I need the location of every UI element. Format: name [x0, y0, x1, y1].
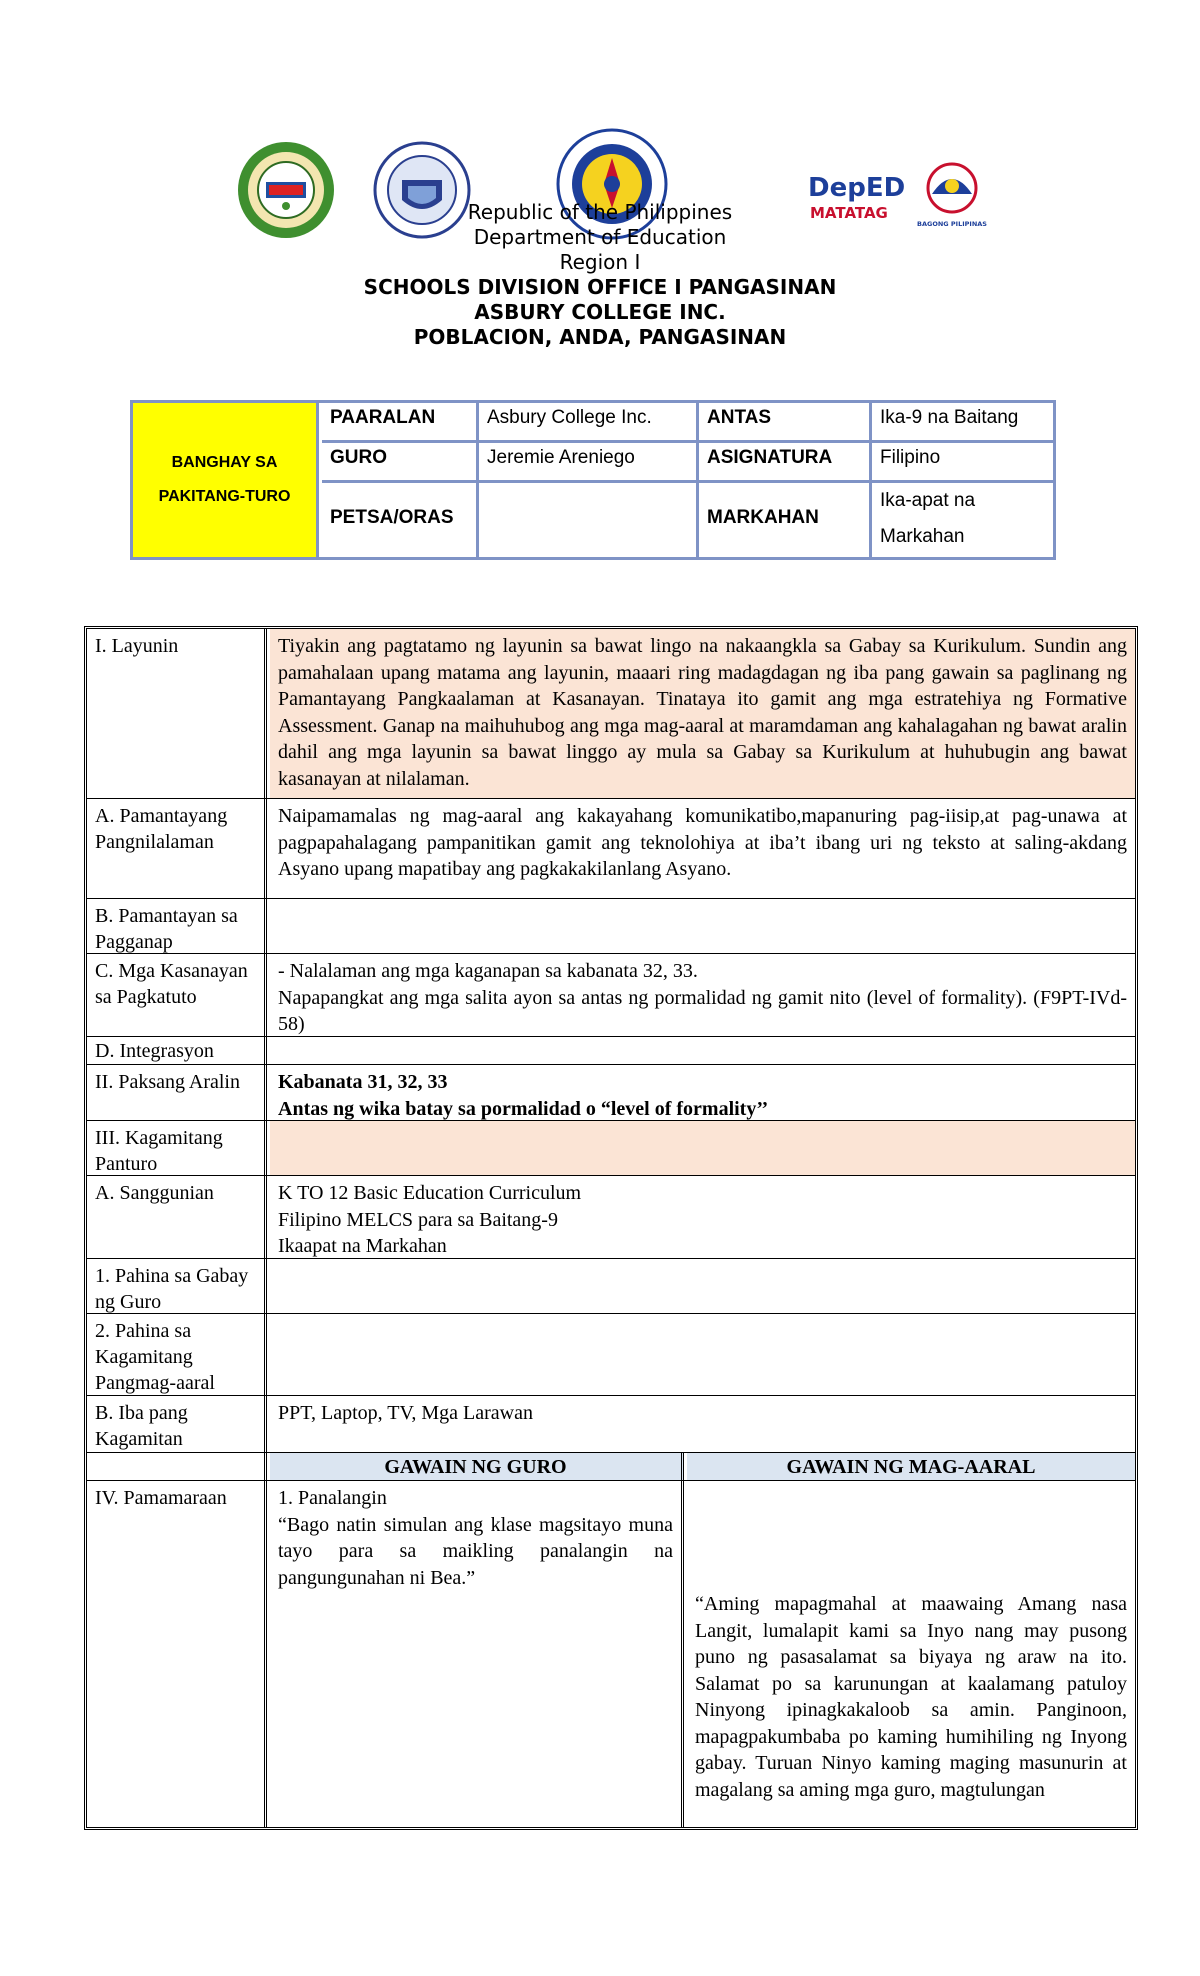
iba-text: PPT, Laptop, TV, Mga Larawan [278, 1402, 533, 1424]
layunin-label: I. Layunin [87, 629, 267, 798]
sanggunian-row [87, 1176, 1135, 1259]
integrasyon-label: D. Integrasyon [87, 1037, 267, 1064]
pagganap-label: B. Pamantayan sa Pagganap [87, 899, 267, 953]
markahan-value [872, 483, 1053, 557]
department-line: Department of Education [473, 225, 727, 249]
guro-value: Jeremie Areniego [479, 443, 699, 483]
guro-label: GURO [322, 443, 479, 483]
asignatura-label: ASIGNATURA [699, 443, 872, 483]
school-line: ASBURY COLLEGE INC. [474, 300, 726, 324]
paaralan-label: PAARALAN [322, 403, 479, 443]
paksang-label: II. Paksang Aralin [87, 1065, 267, 1120]
division-line: SCHOOLS DIVISION OFFICE I PANGASINAN [363, 275, 837, 299]
sanggunian-cell [270, 1176, 1135, 1258]
kasanayan-cell [270, 954, 1135, 1036]
petsa-value[interactable] [479, 483, 699, 557]
pagganap-text [270, 899, 1135, 953]
paksang-row [87, 1065, 1135, 1121]
sanggunian-label: A. Sanggunian [87, 1176, 267, 1258]
pangnilalaman-row [87, 799, 1135, 899]
pahina-guro-label: 1. Pahina sa Gabay ng Guro [87, 1259, 267, 1313]
kagamitang-text [270, 1121, 1135, 1175]
sanggunian-line2: Filipino MELCS para sa Baitang-9 [278, 1208, 558, 1231]
banghay-title-cell [133, 403, 319, 557]
pahina-guro-row [87, 1259, 1135, 1314]
pahina-kagamitang-row [87, 1314, 1135, 1396]
integrasyon-text [270, 1037, 1135, 1064]
pahina-guro-text [270, 1259, 1135, 1313]
layunin-text: Tiyakin ang pagtatamo ng layunin sa bawat lingo na nakaangkla sa Gabay sa Kurikulum. Sundin ang pamahalaan upang matama ang layunin, maaari ring madagdagan ng iba pang gawain sa paglinang ng Pamantayang Pangkaalaman at Kasanayan. Tinataya ito gamit ang mga estratehiya ng Formative Assessment. Ganap na maihuhubog ang mga mag-aaral at maramdaman ang kahalagahan ng bawat aralin dahil ang mga layunin sa bawat linggo ay mula sa Gabay sa Kurikulum at huhubugin ang bawat kasanayan at nilalaman. [270, 629, 1135, 798]
lesson-plan-table [84, 626, 1138, 1830]
iba-row [87, 1396, 1135, 1453]
sanggunian-line1: K TO 12 Basic Education Curriculum [278, 1182, 582, 1204]
gawain-magaaral-header: GAWAIN NG MAG-AARAL [687, 1453, 1135, 1480]
petsa-label: PETSA/ORAS [322, 483, 479, 557]
asignatura-value: Filipino [872, 443, 1053, 483]
address-line: POBLACION, ANDA, PANGASINAN [413, 325, 787, 349]
pamamaraan-row [87, 1481, 1135, 1827]
iba-label: B. Iba pang Kagamitan [87, 1396, 267, 1452]
sanggunian-line3: Ikaapat na Markahan [278, 1235, 447, 1257]
pangnilalaman-text: Naipamamalas ng mag-aaral ang kakayahang komunikatibo,mapanuring pag-iisip,at pag-unawa at pagpapahalagang pampanitikan gamit ang teknolohiya at iba’t ibang uri ng teksto at saling-akdang Asyano upang mapatibay ang pagkakakilanlang Asyano. [278, 805, 1127, 880]
kasanayan-row [87, 954, 1135, 1037]
paksang-line1: Kabanata 31, 32, 33 [278, 1071, 448, 1093]
paksang-cell [270, 1065, 1135, 1120]
banghay-title-line2: PAKITANG-TURO [158, 488, 291, 505]
gawain-header-empty [87, 1453, 267, 1480]
republic-line: Republic of the Philippines [467, 200, 733, 224]
pahina-kagamitang-text [270, 1314, 1135, 1395]
lesson-info-table [130, 400, 1056, 560]
markahan-label: MARKAHAN [699, 483, 872, 557]
pamamaraan-label: IV. Pamamaraan [87, 1481, 267, 1827]
kasanayan-label: C. Mga Kasanayan sa Pagkatuto [87, 954, 267, 1036]
matatag-logo-text: MATATAG [810, 204, 888, 222]
bagong-pilipinas-text: BAGONG PILIPINAS [917, 220, 987, 228]
paaralan-value: Asbury College Inc. [479, 403, 699, 443]
pagganap-row [87, 899, 1135, 954]
deped-logo-text: DepED [808, 173, 906, 203]
kagamitang-row [87, 1121, 1135, 1176]
panalangin-cell [270, 1481, 684, 1827]
region-line: Region I [559, 250, 641, 274]
banghay-title-line1: BANGHAY SA [171, 454, 278, 471]
markahan-value-line2: Markahan [880, 526, 965, 547]
kasanayan-line1: - Nalalaman ang mga kaganapan sa kabanata 32, 33. [278, 960, 698, 982]
layunin-row [87, 629, 1135, 799]
pahina-kagamitang-label: 2. Pahina sa Kagamitang Pangmag-aaral [87, 1314, 267, 1395]
antas-label: ANTAS [699, 403, 872, 443]
pangnilalaman-label: A. Pamantayang Pangnilalaman [87, 799, 267, 898]
paksang-line2: Antas ng wika batay sa pormalidad o “level of formality’’ [278, 1097, 769, 1120]
kasanayan-line2: Napapangkat ang mga salita ayon sa antas ng pormalidad ng gamit nito (level of formality). (F9PT-IVd-58) [278, 986, 1127, 1035]
panalangin-text: “Bago natin simulan ang klase magsitayo muna tayo para sa maikling panalangin na pangungunahan ni Bea.” [278, 1513, 673, 1589]
gawain-guro-header: GAWAIN NG GURO [270, 1453, 684, 1480]
panalangin-title: 1. Panalangin [278, 1487, 387, 1509]
dasal-text: “Aming mapagmahal at maawaing Amang nasa Langit, lumalapit kami sa Inyo nang may pusong puno ng pasasalamat sa biyaya ng araw na ito. Salamat po sa karunungan at kaalamang patuloy Ninyong ipinagkakaloob sa amin. Panginoon, mapagpakumbaba po kaming humihiling ng Inyong gabay. Turuan Ninyo kaming maging masunurin at magalang sa aming mga guro, magtulungan [695, 1593, 1127, 1801]
kagamitang-label: III. Kagamitang Panturo [87, 1121, 267, 1175]
integrasyon-row [87, 1037, 1135, 1065]
markahan-value-line1: Ika-apat na [880, 490, 976, 511]
antas-value: Ika-9 na Baitang [872, 403, 1053, 443]
gawain-header-row [87, 1453, 1135, 1481]
